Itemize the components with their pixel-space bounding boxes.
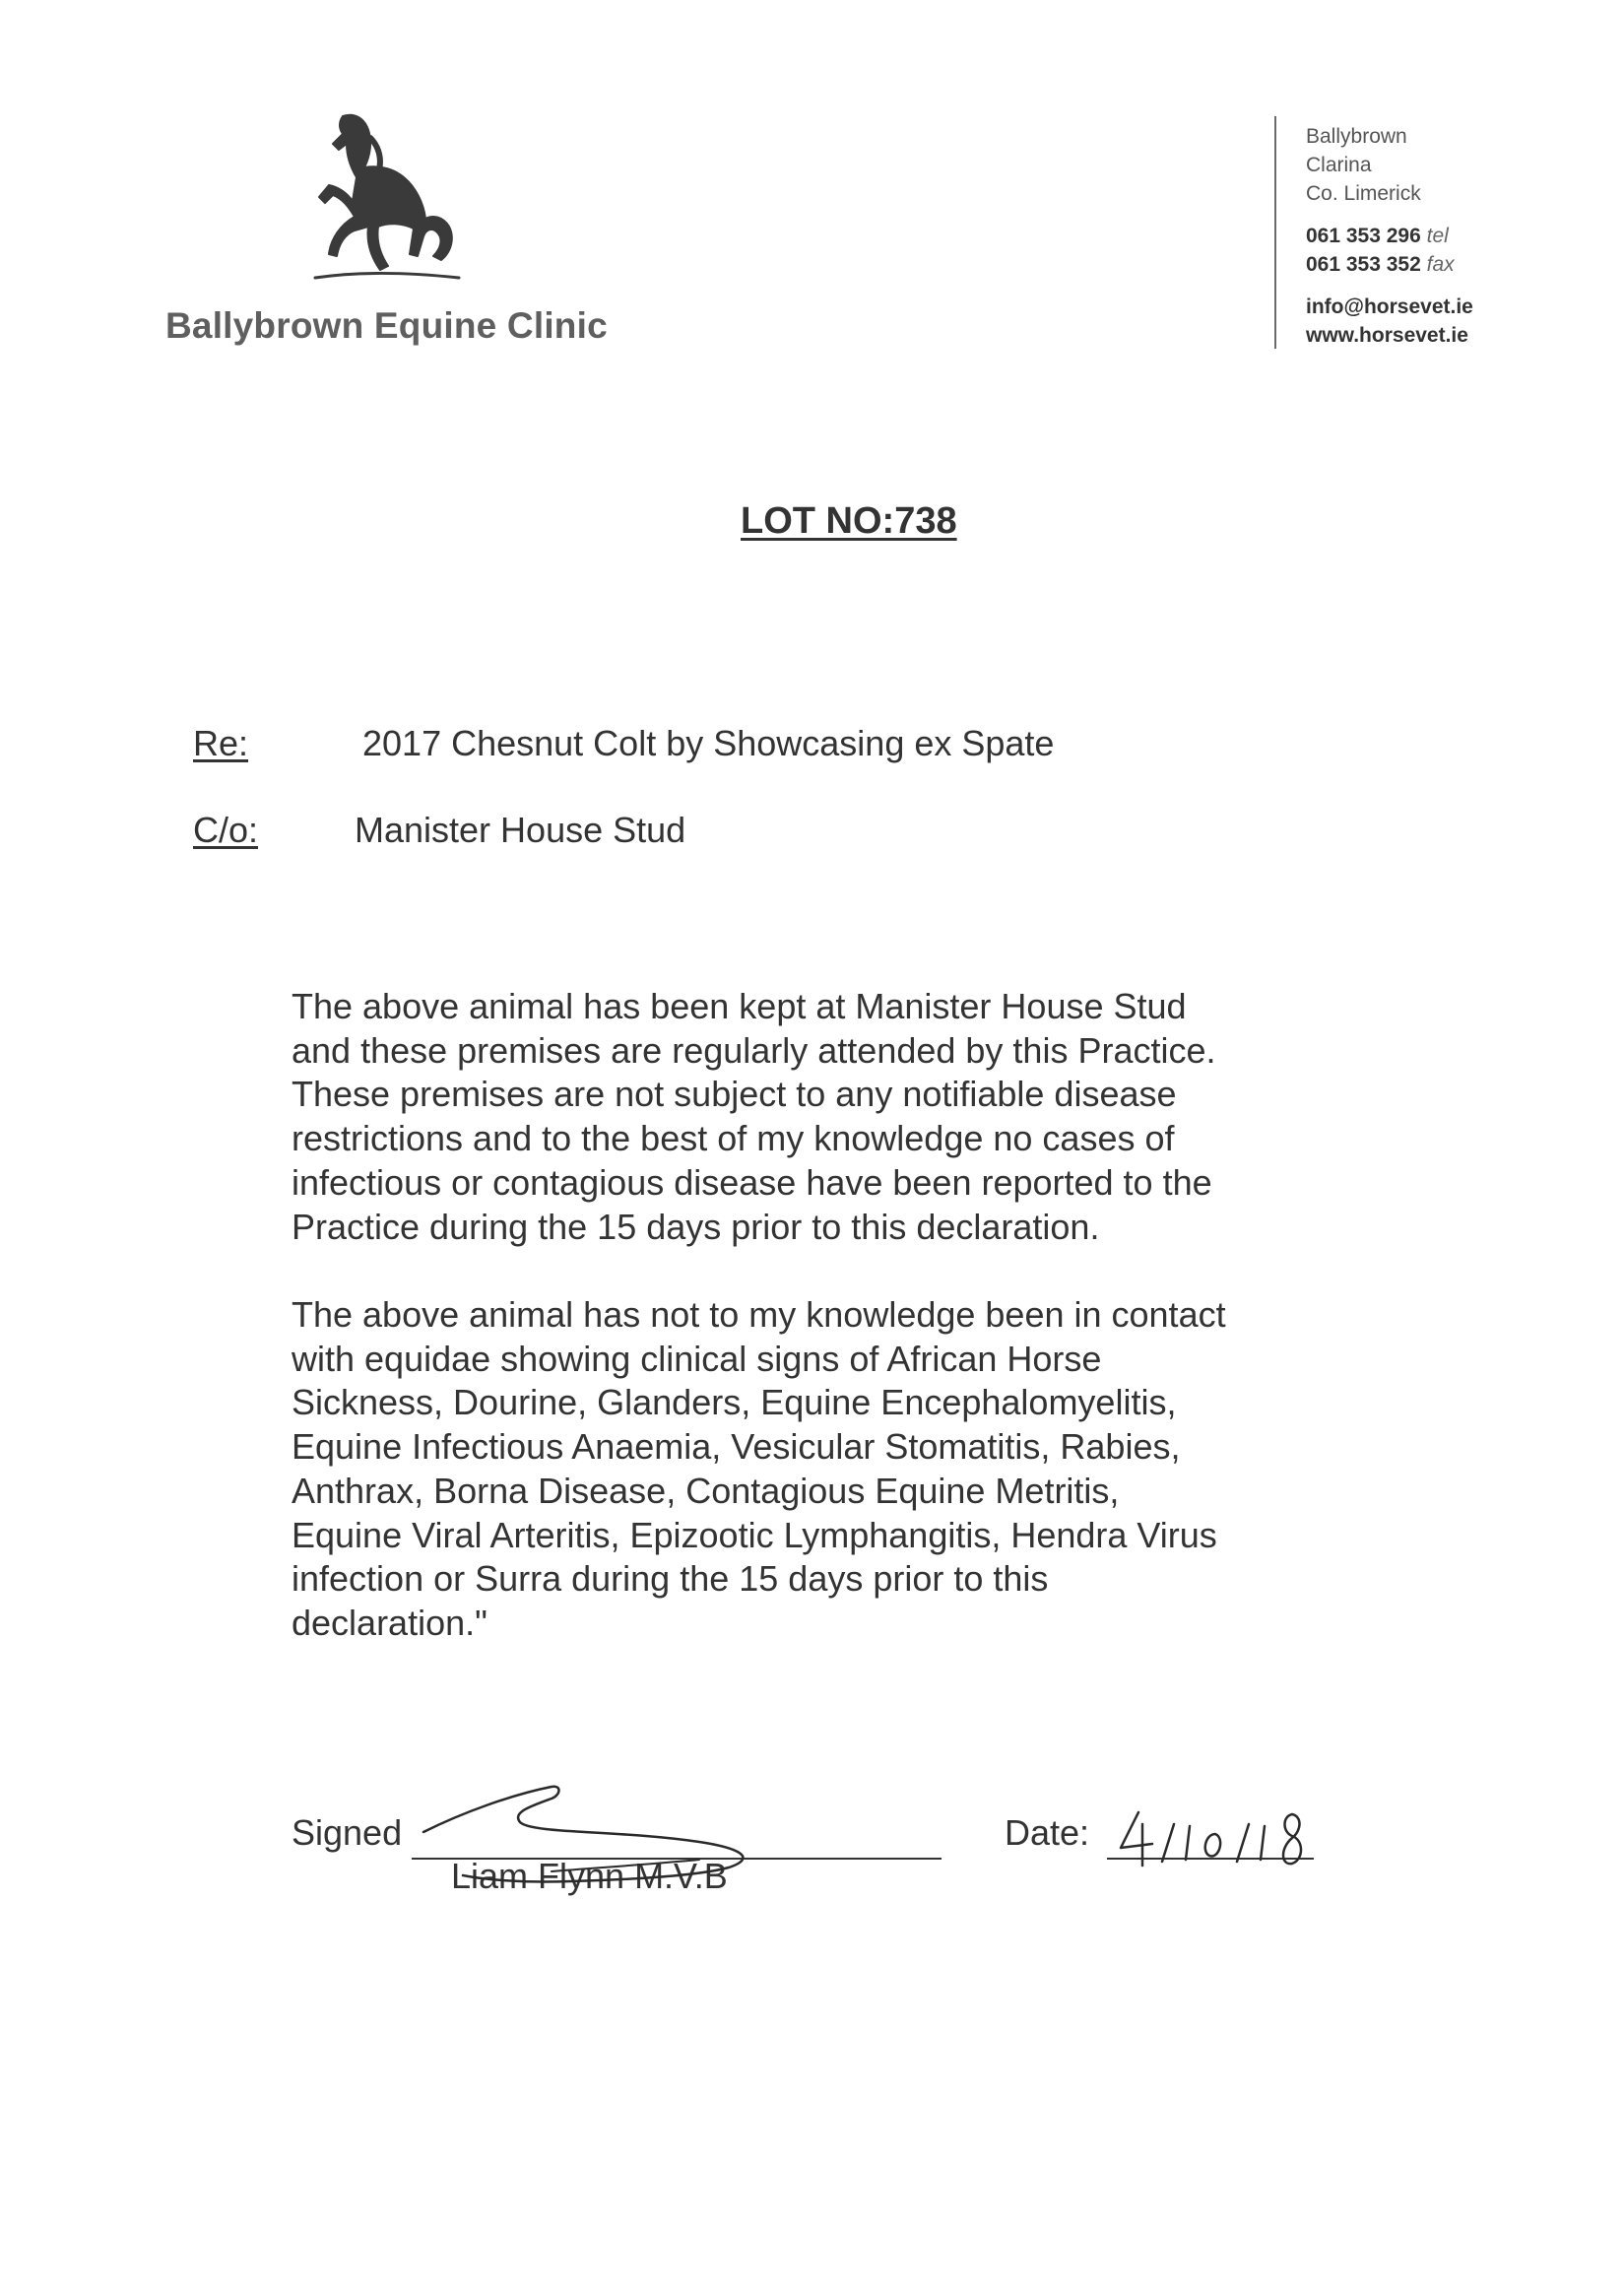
re-label: Re: bbox=[193, 723, 249, 763]
paragraph-line: Anthrax, Borna Disease, Contagious Equine Metritis, bbox=[292, 1470, 1120, 1511]
signatory-name: Liam Flynn M.V.B bbox=[451, 1856, 728, 1896]
paragraph-line: Practice during the 15 days prior to this declaration. bbox=[292, 1206, 1100, 1247]
date-label: Date: bbox=[1005, 1812, 1090, 1853]
paragraph-line: declaration." bbox=[292, 1602, 487, 1643]
paragraph-line: Equine Infectious Anaemia, Vesicular Stomatitis, Rabies, bbox=[292, 1426, 1181, 1468]
contact-block bbox=[1306, 122, 1473, 350]
paragraph-line: restrictions and to the best of my knowledge no cases of bbox=[292, 1118, 1175, 1159]
address-line-3: Co. Limerick bbox=[1306, 182, 1421, 205]
website-link[interactable]: www.horsevet.ie bbox=[1306, 324, 1468, 347]
paragraph-line: The above animal has been kept at Manister House Stud bbox=[292, 986, 1187, 1026]
telephone-suffix: tel bbox=[1426, 225, 1449, 247]
paragraph-line: These premises are not subject to any notifiable disease bbox=[292, 1074, 1177, 1115]
handwritten-date-icon bbox=[1113, 1804, 1349, 1883]
telephone-line bbox=[1306, 222, 1473, 250]
care-of-label: C/o: bbox=[193, 810, 259, 850]
fax-number: 061 353 352 bbox=[1306, 253, 1421, 276]
paragraph-line: The above animal has not to my knowledge been in contact bbox=[292, 1294, 1226, 1335]
rearing-horse-logo-icon bbox=[286, 108, 483, 286]
paragraph-line: Sickness, Dourine, Glanders, Equine Encephalomyelitis, bbox=[292, 1382, 1177, 1423]
fax-line bbox=[1306, 250, 1473, 279]
address-line-2: Clarina bbox=[1306, 154, 1372, 176]
re-value: 2017 Chesnut Colt by Showcasing ex Spate bbox=[362, 723, 1055, 763]
address-line-1: Ballybrown bbox=[1306, 125, 1407, 148]
declaration-paragraph-2 bbox=[292, 1293, 1335, 1646]
handwritten-signature-icon bbox=[404, 1773, 817, 1921]
email-link[interactable]: info@horsevet.ie bbox=[1306, 295, 1473, 318]
paragraph-line: and these premises are regularly attended by this Practice. bbox=[292, 1029, 1216, 1071]
paragraph-line: with equidae showing clinical signs of African Horse bbox=[292, 1338, 1102, 1379]
telephone-number: 061 353 296 bbox=[1306, 225, 1421, 247]
paragraph-line: infectious or contagious disease have been reported to the bbox=[292, 1161, 1212, 1203]
paragraph-line: infection or Surra during the 15 days prior to this bbox=[292, 1558, 1049, 1600]
fax-suffix: fax bbox=[1426, 253, 1455, 276]
clinic-name: Ballybrown Equine Clinic bbox=[165, 305, 608, 346]
care-of-value: Manister House Stud bbox=[355, 810, 686, 850]
declaration-paragraph-1 bbox=[292, 985, 1335, 1249]
letterhead-divider bbox=[1274, 116, 1276, 349]
paragraph-line: Equine Viral Arteritis, Epizootic Lymphangitis, Hendra Virus bbox=[292, 1514, 1217, 1555]
lot-number-title: LOT NO:738 bbox=[741, 500, 957, 542]
signed-label: Signed bbox=[292, 1812, 403, 1853]
